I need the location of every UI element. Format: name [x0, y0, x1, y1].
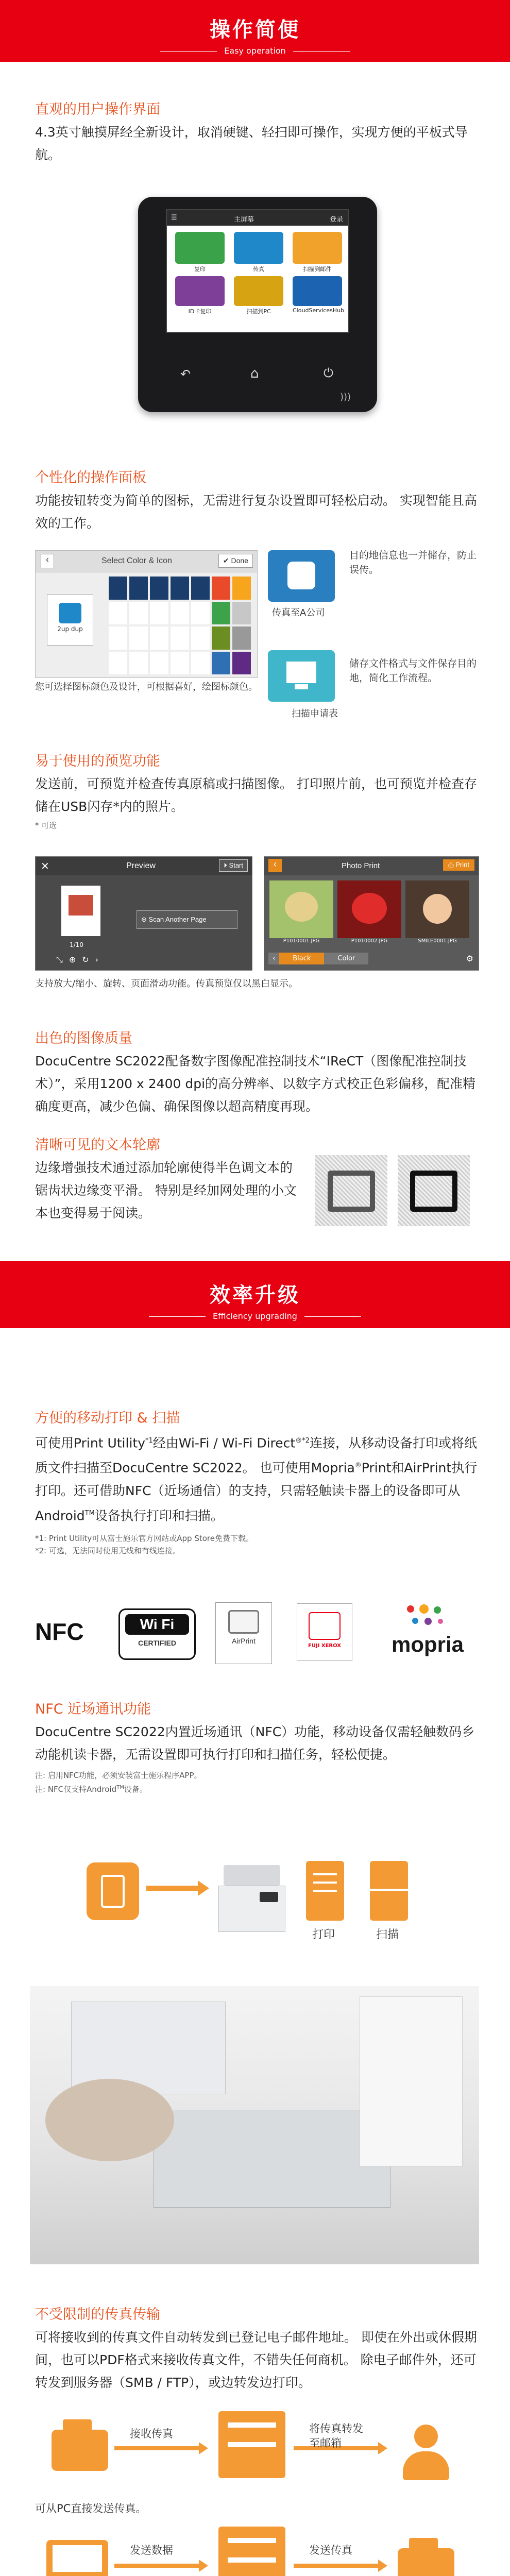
printer-image	[218, 1865, 285, 1932]
logo-airprint	[215, 1602, 272, 1664]
tile-label: 传真	[253, 266, 264, 273]
text-part: 可使用Print Utility	[35, 1435, 145, 1451]
text-part: 设备执行打印和扫描。	[94, 1507, 224, 1523]
prev-icon: ‹	[268, 953, 279, 964]
arrow-icon	[294, 2564, 378, 2568]
tile-scan-pc	[234, 276, 283, 306]
note-part: 注: NFC仅支持Android	[35, 1785, 117, 1794]
photo-print-screen	[264, 856, 479, 971]
print-button: ⎙ Print	[443, 859, 474, 871]
scan-doc-icon	[370, 1861, 408, 1921]
section-heading: 出色的图像质量	[35, 1030, 132, 1046]
fax-shortcut-label: 传真至A公司	[272, 607, 325, 618]
pc-icon	[46, 2540, 108, 2576]
arrow-head-icon	[198, 1880, 209, 1896]
banner-subtitle: Easy operation	[144, 46, 366, 56]
footnote-ref: ®*2	[295, 1437, 310, 1445]
back-chevron-icon: ‹	[41, 554, 54, 568]
fax-machine-icon	[398, 2548, 454, 2576]
logo-text: Wi Fi	[125, 1614, 189, 1635]
section-heading: 不受限制的传真传输	[35, 2307, 160, 2323]
fax-shortcut-desc: 目的地信息也一并储存，防止误传。	[349, 550, 477, 575]
photo-caption: SMILE0001.JPG	[418, 938, 457, 944]
device-icon	[218, 2411, 285, 2478]
phone-nfc-icon	[87, 1862, 139, 1920]
section-mobile	[35, 1406, 478, 1557]
preview-tile	[47, 594, 93, 646]
section-text: 4.3英寸触摸屏经全新设计，取消硬键、轻扫即可操作，实现方便的平板式导航。	[35, 125, 468, 162]
fax-machine-icon	[52, 2430, 108, 2471]
zoom-out-icon: ⤡	[56, 955, 69, 964]
tile-label: CloudServicesHub	[293, 307, 345, 314]
person-icon	[398, 2425, 454, 2480]
icon-picker-screen	[35, 550, 258, 678]
close-icon: ✕	[41, 861, 49, 872]
tile-label: 复印	[194, 266, 206, 273]
banner-title: 操作简便	[210, 18, 300, 42]
start-label: Start	[229, 861, 243, 869]
section-nfc	[35, 1698, 478, 1795]
arrow-head-icon	[378, 2442, 387, 2454]
add-icon: ⊕	[141, 916, 147, 923]
section-image-quality	[35, 1027, 478, 1118]
section-note: * 可选	[35, 821, 57, 830]
section-banner-easy-operation	[0, 0, 510, 62]
rotate-icon: ↻	[82, 955, 95, 964]
photo-thumbnail	[337, 880, 401, 938]
section-ui	[35, 98, 478, 166]
text-sample-before	[315, 1155, 387, 1226]
logo-fujixerox	[297, 1603, 352, 1661]
zoom-in-icon: ⊕	[69, 955, 82, 964]
print-doc-icon	[306, 1861, 344, 1921]
arrow-icon	[146, 1886, 198, 1891]
section-note	[35, 1782, 478, 1795]
tile-id-copy	[175, 276, 225, 306]
trademark-mark: TM	[116, 1785, 124, 1790]
flow-label: 将传真转发至邮箱	[309, 2422, 363, 2449]
photo-thumbnail	[405, 880, 469, 938]
section-text-outline	[35, 1133, 303, 1225]
logo-text: mopria	[391, 1632, 464, 1656]
arrow-head-icon	[199, 2442, 208, 2454]
section-text: DocuCentre SC2022内置近场通讯（NFC）功能，移动设备仅需轻触数码乡动能机读卡器，无需设置即可执行打印和扫描任务，轻松便捷。	[35, 1724, 475, 1762]
registered-mark: ®	[354, 1462, 362, 1470]
text-part: Print和AirPrint执行打印。还可借助NFC（近场通信）的支持，只需轻触读卡器上的设备即可从Android	[35, 1460, 478, 1523]
print-label: Print	[455, 861, 469, 869]
tile-label: 2up dup	[57, 625, 83, 633]
back-chevron-icon: ‹	[268, 859, 282, 872]
scan-shortcut-desc: 储存文件格式与文件保存目的地，简化工作流程。	[349, 658, 477, 684]
menu-icon: ☰	[171, 214, 177, 222]
logo-text: FUJI XEROX	[308, 1643, 341, 1649]
photo-caption: P1010001.JPG	[283, 938, 320, 944]
done-label: Done	[231, 556, 248, 565]
trademark-mark: TM	[84, 1509, 95, 1517]
section-text	[35, 1430, 478, 1527]
touch-screen	[166, 209, 349, 333]
tile-label: 扫描到邮件	[303, 266, 332, 273]
section-preview	[35, 750, 478, 832]
banner-title: 效率升级	[210, 1283, 300, 1307]
logo-text: AirPrint	[232, 1637, 256, 1645]
section-text: 发送前，可预览并检查传真原稿或扫描图像。 打印照片前，也可预览并检查存储在USB闪存*内的照片。	[35, 776, 477, 814]
scan-another-button	[137, 910, 237, 929]
done-button: ✔ Done	[218, 554, 253, 568]
login-label: 登录	[329, 216, 343, 224]
footnote: *1: Print Utility可从富士施乐官方网站或App Store免费下载。	[35, 1533, 253, 1543]
flow-label: 发送数据	[130, 2544, 173, 2556]
scan-label: 扫描	[376, 1928, 399, 1941]
tile-copy	[175, 232, 225, 264]
section-text: DocuCentre SC2022配备数字图像配准控制技术“IReCT（图像配准控制技术）”，采用1200 x 2400 dpi的高分辨率、以数字方式校正色彩偏移，配准精确度更高，减少色偏、确保图像以超高精度再现。	[35, 1054, 476, 1114]
footnote-ref: *1	[145, 1437, 153, 1445]
office-photo	[30, 1986, 479, 2264]
arrow-head-icon	[199, 2560, 208, 2572]
back-icon: ↶	[180, 367, 191, 381]
home-screen-selector: 主屏幕	[234, 216, 254, 224]
start-button: ⏵ Start	[219, 859, 248, 872]
nfc-icon: )))	[340, 392, 351, 402]
control-panel-device	[138, 197, 377, 412]
section-text: 可将接收到的传真文件自动转发到已登记电子邮件地址。 即使在外出或休假期间，也可以PDF格式来接收传真文件，不错失任何商机。 除电子邮件外，还可转发到服务器（SMB / FTP），或边转发边打印。	[35, 2330, 477, 2390]
tile-scan-email	[293, 232, 342, 264]
section-heading: 直观的用户操作界面	[35, 101, 160, 117]
section-note: 注: 启用NFC功能，必须安装富士施乐程序APP。	[35, 1771, 202, 1780]
banner-subtitle: Efficiency upgrading	[132, 1311, 378, 1321]
logo-text: NFC	[35, 1618, 84, 1645]
preview-title: Preview	[126, 861, 156, 870]
tile-label: ID卡复印	[188, 308, 212, 315]
logo-text: CERTIFIED	[138, 1639, 176, 1647]
photo-thumbnail	[269, 880, 333, 938]
section-text: 功能按钮转变为简单的图标，无需进行复杂设置即可轻松启动。 实现智能且高效的工作。	[35, 493, 477, 531]
tile-fax	[234, 232, 283, 264]
photo-title: Photo Print	[342, 861, 380, 870]
document-thumbnail	[61, 886, 100, 936]
arrow-icon	[114, 2564, 199, 2568]
photo-caption: P1010002.JPG	[351, 938, 388, 944]
section-panel	[35, 466, 478, 535]
section-heading: 方便的移动打印 & 扫描	[35, 1410, 180, 1426]
picker-title: Select Color & Icon	[101, 556, 172, 565]
power-icon: ⏻	[324, 366, 333, 380]
flow-label: 发送传真	[309, 2544, 352, 2556]
page-counter: 1/10	[70, 941, 83, 948]
text-part: 连接，从移动设备打印或将纸质文件扫描至DocuCentre SC2022。 也可使用Mopria	[35, 1435, 477, 1476]
logo-nfc	[35, 1618, 84, 1646]
scan-preview-screen	[35, 856, 252, 971]
section-fax-forward	[35, 2303, 478, 2394]
section-heading: NFC 近场通讯功能	[35, 1701, 151, 1717]
next-page-icon: ›	[95, 955, 105, 964]
preview-caption: 支持放大/缩小、旋转、页面滑动功能。传真预览仅以黑白显示。	[35, 978, 298, 989]
home-icon: ⌂	[250, 366, 259, 381]
settings-icon: ⚙	[466, 954, 473, 963]
section-heading: 易于使用的预览功能	[35, 753, 160, 769]
scan-another-label: Scan Another Page	[148, 916, 207, 923]
text-part: 经由Wi-Fi / Wi-Fi Direct	[152, 1435, 296, 1451]
picker-caption: 您可选择图标颜色及设计，可根据喜好，绘图标颜色。	[35, 682, 258, 692]
text-sample-after	[398, 1155, 470, 1226]
arrow-head-icon	[378, 2560, 387, 2572]
scan-shortcut-label: 扫描申请表	[292, 708, 338, 719]
note-part: 设备。	[124, 1785, 147, 1794]
logo-wifi-certified	[118, 1608, 196, 1660]
tile-cloud	[293, 276, 342, 306]
arrow-icon	[114, 2446, 199, 2450]
color-toggle: Color	[324, 953, 368, 964]
print-label: 打印	[312, 1928, 335, 1941]
section-heading: 清晰可见的文本轮廓	[35, 1137, 160, 1153]
footnote: *2: 可选，无法同时使用无线和有线连接。	[35, 1546, 180, 1555]
section-banner-efficiency	[0, 1261, 510, 1328]
tile-label: 扫描到PC	[246, 308, 271, 315]
scan-shortcut-icon	[268, 650, 335, 702]
flow-label: 接收传真	[130, 2428, 173, 2440]
fax-shortcut-icon	[268, 550, 335, 602]
pc-fax-note: 可从PC直接发送传真。	[35, 2502, 147, 2515]
black-toggle: Black	[279, 953, 324, 964]
section-text: 边缘增强技术通过添加轮廓使得半色调文本的锯齿状边缘变平滑。 特别是经加网处理的小文本也变得易于阅读。	[35, 1160, 297, 1221]
logo-mopria	[376, 1602, 479, 1664]
device-icon	[218, 2527, 285, 2576]
section-heading: 个性化的操作面板	[35, 470, 146, 486]
